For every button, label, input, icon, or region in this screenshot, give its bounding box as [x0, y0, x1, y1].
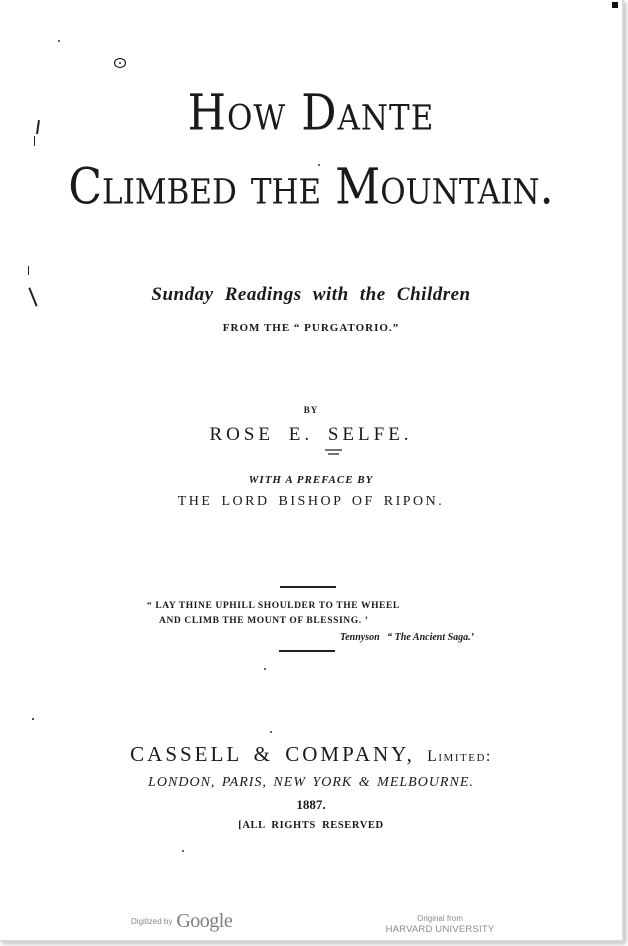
scan-mark	[28, 266, 29, 275]
preface-label: WITH A PREFACE BY	[248, 474, 374, 486]
publisher-cities: LONDON, PARIS, NEW YORK & MELBOURNE.	[148, 775, 474, 790]
epigraph-line-1: “ LAY THINE UPHILL SHOULDER TO THE WHEEL	[147, 601, 400, 611]
author-name: ROSE E. SELFE.	[209, 424, 413, 445]
epigraph-top-rule	[280, 586, 336, 588]
circle-mark-icon	[113, 56, 127, 70]
epigraph-bottom-rule	[279, 650, 335, 652]
scan-speck	[58, 40, 60, 42]
rights-notice: [ALL RIGHTS RESERVED	[238, 820, 384, 831]
digitized-by-watermark	[131, 910, 232, 933]
underline-mark-icon	[324, 448, 344, 456]
scan-speck	[182, 850, 184, 852]
attribution-work: “ The Ancient Saga.’	[387, 632, 475, 643]
title-line-2: Climbed the Mountain.	[68, 158, 554, 217]
epigraph-line-2: AND CLIMB THE MOUNT OF BLESSING. ’	[159, 616, 369, 626]
digitized-prefix: Digitized by	[131, 917, 173, 926]
attribution-author: Tennyson	[340, 632, 380, 643]
institution-name: HARVARD UNIVERSITY	[385, 924, 495, 935]
publisher-line	[0, 742, 622, 767]
corner-scan-mark	[612, 2, 618, 8]
scan-speck	[264, 668, 266, 670]
publisher-name: CASSELL & COMPANY,	[130, 742, 415, 766]
scan-speck	[32, 718, 34, 720]
publisher-suffix: Limited:	[427, 748, 492, 765]
scan-speck	[270, 731, 272, 733]
original-from-watermark	[380, 913, 500, 935]
original-from-label: Original from	[417, 914, 463, 923]
subtitle: Sunday Readings with the Children	[151, 284, 471, 305]
preface-author: THE LORD BISHOP OF RIPON.	[177, 494, 445, 509]
epigraph-attribution	[340, 632, 474, 643]
by-label: BY	[303, 405, 319, 415]
publication-year: 1887.	[296, 797, 326, 812]
source-line: FROM THE “ PURGATORIO.”	[222, 322, 400, 334]
google-logo: Google	[176, 910, 233, 932]
title-line-1: How Dante	[187, 84, 435, 143]
